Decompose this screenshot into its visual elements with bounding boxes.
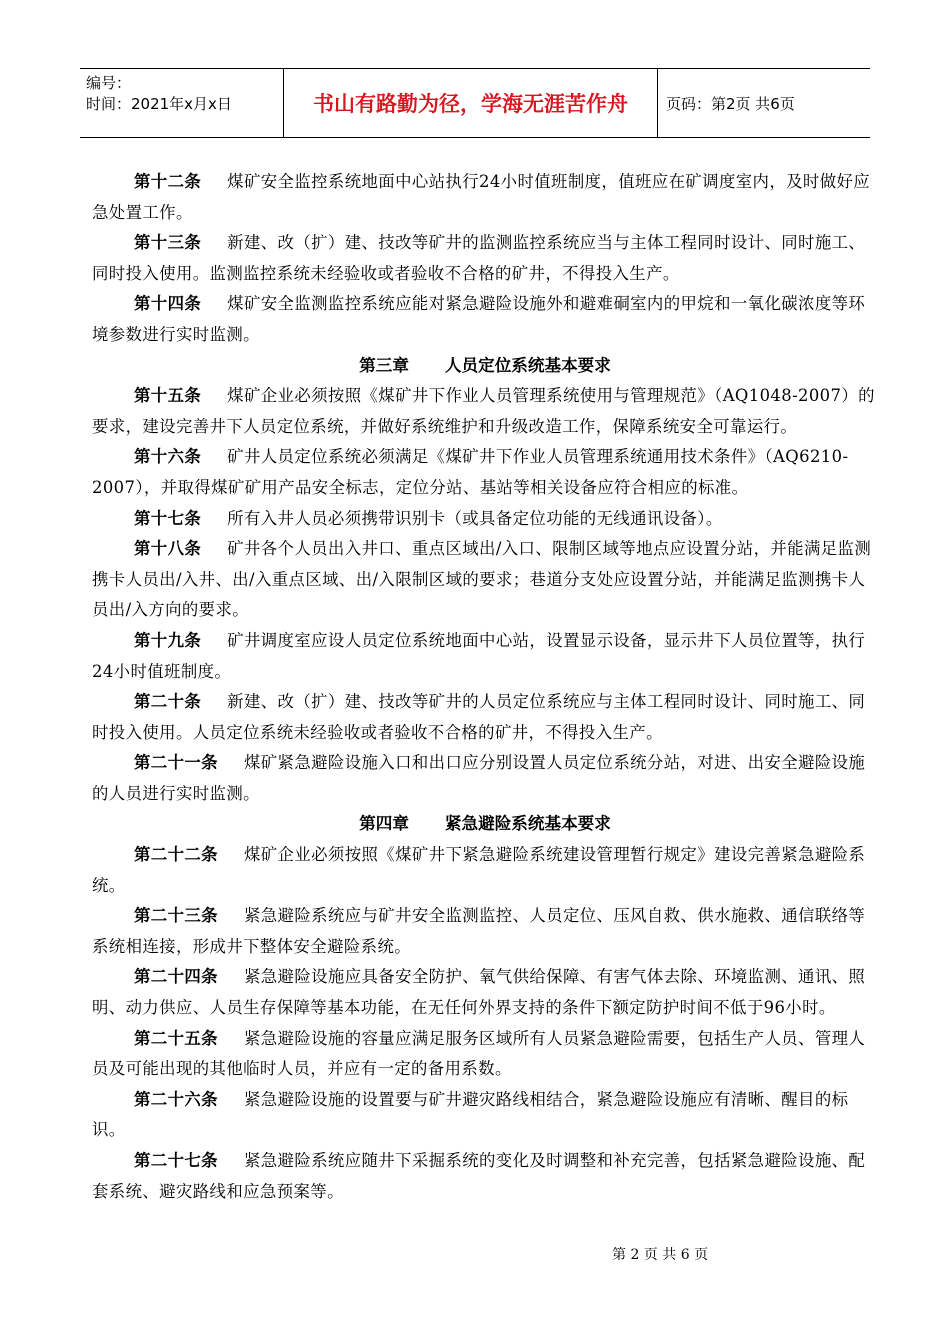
page-footer: 第 2 页 共 6 页 xyxy=(612,1247,709,1263)
article-text: 紧急避险系统应与矿井安全监测监控、人员定位、压风自救、供水施救、通信联络等系统相连接，形成井下整体安全避险系统。 xyxy=(92,906,866,956)
article-text: 煤矿企业必须按照《煤矿井下作业人员管理系统使用与管理规范》（AQ1048-2007）的要求，建设完善井下人员定位系统，并做好系统维护和升级改造工作，保障系统安全可靠运行。 xyxy=(92,386,875,436)
article-number: 第二十五条 xyxy=(134,1028,218,1048)
article-paragraph xyxy=(92,840,878,901)
article-text: 矿井人员定位系统必须满足《煤矿井下作业人员管理系统通用技术条件》（AQ6210-2007），并取得煤矿矿用产品安全标志，定位分站、基站等相关设备应符合相应的标准。 xyxy=(92,447,849,497)
article-text: 矿井各个人员出入井口、重点区域出/入口、限制区域等地点应设置分站，并能满足监测携卡人员出/入井、出/入重点区域、出/入限制区域的要求；巷道分支处应设置分站，并能满足监测携卡人员出/入方向的要求。 xyxy=(92,539,872,620)
page-header xyxy=(80,68,870,138)
article-number: 第十四条 xyxy=(134,294,202,314)
article-number: 第十七条 xyxy=(134,508,202,528)
article-number: 第十九条 xyxy=(134,630,202,650)
article-text: 紧急避险设施的设置要与矿井避灾路线相结合，紧急避险设施应有清晰、醒目的标识。 xyxy=(92,1089,849,1140)
chapter-title: 人员定位系统基本要求 xyxy=(444,355,611,375)
article-text: 新建、改（扩）建、技改等矿井的人员定位系统应与主体工程同时设计、同时施工、同时投入使用。人员定位系统未经验收或者验收不合格的矿井，不得投入生产。 xyxy=(92,692,866,742)
article-text: 煤矿企业必须按照《煤矿井下紧急避险系统建设管理暂行规定》建设完善紧急避险系统。 xyxy=(92,845,866,895)
article-paragraph xyxy=(92,687,878,748)
article-paragraph xyxy=(92,167,878,228)
article-paragraph xyxy=(92,1146,878,1207)
article-text: 紧急避险设施应具备安全防护、氧气供给保障、有害气体去除、环境监测、通讯、照明、动力供应、人员生存保障等基本功能，在无任何外界支持的条件下额定防护时间不低于96小时。 xyxy=(92,967,866,1018)
article-paragraph xyxy=(92,442,878,503)
article-text: 所有入井人员必须携带识别卡（或具备定位功能的无线通讯设备）。 xyxy=(227,508,723,528)
article-number: 第十二条 xyxy=(134,172,202,191)
article-text: 新建、改（扩）建、技改等矿井的监测监控系统应当与主体工程同时设计、同时施工、同时投入使用。监测监控系统未经验收或者验收不合格的矿井，不得投入生产。 xyxy=(92,233,866,283)
document-number-label: 编号： xyxy=(86,74,132,92)
article-number: 第二十三条 xyxy=(134,906,218,926)
article-paragraph xyxy=(92,626,878,687)
article-number: 第十六条 xyxy=(134,447,202,467)
article-paragraph xyxy=(92,381,878,442)
article-text: 紧急避险系统应随井下采掘系统的变化及时调整和补充完善，包括紧急避险设施、配套系统、避灾路线和应急预案等。 xyxy=(92,1151,866,1201)
article-paragraph xyxy=(92,1024,878,1085)
article-text: 煤矿安全监控系统地面中心站执行24小时值班制度，值班应在矿调度室内，及时做好应急处置工作。 xyxy=(92,172,871,222)
article-paragraph xyxy=(92,534,878,626)
document-body xyxy=(92,167,878,1207)
article-number: 第十五条 xyxy=(134,386,202,406)
chapter-title: 紧急避险系统基本要求 xyxy=(444,814,611,834)
document-time-label: 时间：2021年x月x日 xyxy=(86,95,232,113)
chapter-heading xyxy=(92,809,878,840)
article-text: 矿井调度室应设人员定位系统地面中心站，设置显示设备，显示井下人员位置等，执行24小时值班制度。 xyxy=(92,630,866,681)
article-paragraph xyxy=(92,228,878,289)
article-paragraph xyxy=(92,289,878,350)
article-number: 第二十条 xyxy=(134,692,202,712)
article-paragraph xyxy=(92,901,878,962)
chapter-number: 第四章 xyxy=(359,814,409,834)
article-text: 煤矿安全监测监控系统应能对紧急避险设施外和避难硐室内的甲烷和一氧化碳浓度等环境参数进行实时监测。 xyxy=(92,294,866,344)
article-text: 煤矿紧急避险设施入口和出口应分别设置人员定位系统分站，对进、出安全避险设施的人员进行实时监测。 xyxy=(92,753,866,803)
article-paragraph xyxy=(92,748,878,809)
header-motto: 书山有路勤为径，学海无涯苦作舟 xyxy=(284,69,658,137)
article-number: 第二十七条 xyxy=(134,1151,218,1170)
article-paragraph xyxy=(92,1085,878,1146)
article-number: 第二十二条 xyxy=(134,845,218,865)
article-number: 第十三条 xyxy=(134,233,202,253)
article-number: 第二十六条 xyxy=(134,1089,218,1109)
header-meta xyxy=(80,69,284,137)
article-number: 第二十四条 xyxy=(134,967,218,987)
chapter-heading xyxy=(92,351,878,382)
article-number: 第二十一条 xyxy=(134,753,218,773)
article-paragraph xyxy=(92,504,878,535)
article-text: 紧急避险设施的容量应满足服务区域所有人员紧急避险需要，包括生产人员、管理人员及可能出现的其他临时人员，并应有一定的备用系数。 xyxy=(92,1028,866,1079)
article-number: 第十八条 xyxy=(134,539,202,559)
chapter-number: 第三章 xyxy=(359,355,409,375)
article-paragraph xyxy=(92,962,878,1023)
header-page-number: 页码：第2页 共6页 xyxy=(666,94,795,113)
